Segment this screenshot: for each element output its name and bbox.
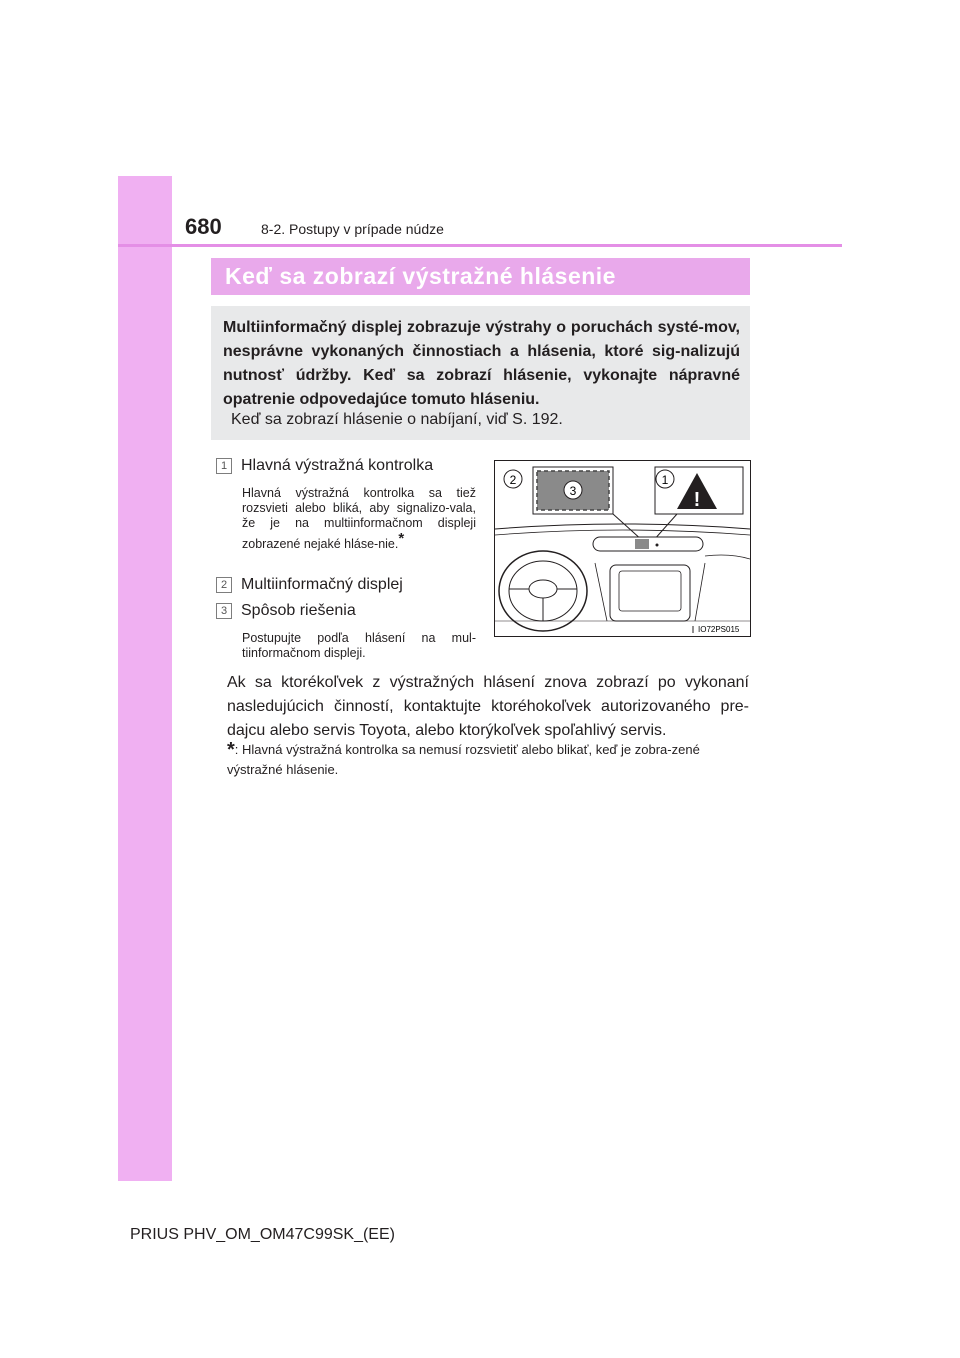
side-tab-bar (118, 176, 172, 1181)
item-number-1: 1 (216, 458, 232, 474)
item-number-3: 3 (216, 603, 232, 619)
section-title: 8-2. Postupy v prípade núdze (261, 221, 444, 237)
item-label-3: Spôsob riešenia (241, 602, 356, 619)
figure-callout-2: 2 (509, 473, 517, 487)
body-paragraph: Ak sa ktorékoľvek z výstražných hlásení znova zobrazí po vykonaní nasledujúcich činností, kontaktujte ktoréhokoľvek autorizovaného pre-dajcu alebo servis Toyota, alebo ktorýkoľvek spoľahlivý servis. (227, 674, 749, 739)
warning-icon: ! (693, 489, 701, 511)
intro-note: Keď sa zobrazí hlásenie o nabíjaní, viď S. 192. (231, 411, 563, 428)
page-number: 680 (185, 214, 222, 239)
dashboard-illustration (494, 460, 751, 637)
footnote (227, 740, 749, 780)
intro-text: Multiinformačný displej zobrazuje výstrahy o poruchách systé-mov, nesprávne vykonaných činnostiach a hlásenia, ktoré sig-nalizujú nutnosť údržby. Keď sa zobrazí hlásenie, vykonajte nápravné opatrenie odpovedajúce tomuto hláseniu. (223, 319, 740, 408)
figure-callout-3: 3 (569, 484, 577, 498)
item-label-2: Multiinformačný displej (241, 576, 403, 593)
intro-box (211, 306, 750, 440)
item-label-1: Hlavná výstražná kontrolka (241, 457, 434, 474)
item-desc-1-mark: * (398, 530, 405, 547)
figure-code: IO72PS015 (698, 625, 740, 634)
item-number-2: 2 (216, 577, 232, 593)
footnote-text: : Hlavná výstražná kontrolka sa nemusí rozsvietiť alebo blikať, keď je zobra-zené výstražné hlásenie. (227, 742, 700, 777)
item-desc-1 (242, 486, 476, 552)
item-desc-3: Postupujte podľa hlásení na mul-tiinformačnom displeji. (242, 631, 476, 660)
footer-code: PRIUS PHV_OM_OM47C99SK_(EE) (130, 1226, 395, 1243)
footnote-mark: * (227, 739, 235, 761)
title-bar (211, 258, 750, 295)
item-desc-1-text: Hlavná výstražná kontrolka sa tiež rozsvieti alebo bliká, aby signalizo-vala, že je na multiinformačnom displeji zobrazené nejaké hláse-nie. (242, 486, 476, 552)
figure-callout-1: 1 (661, 473, 669, 487)
header-rule (118, 244, 842, 247)
dashboard-drawing (495, 461, 750, 636)
page-title: Keď sa zobrazí výstražné hlásenie (225, 263, 616, 289)
